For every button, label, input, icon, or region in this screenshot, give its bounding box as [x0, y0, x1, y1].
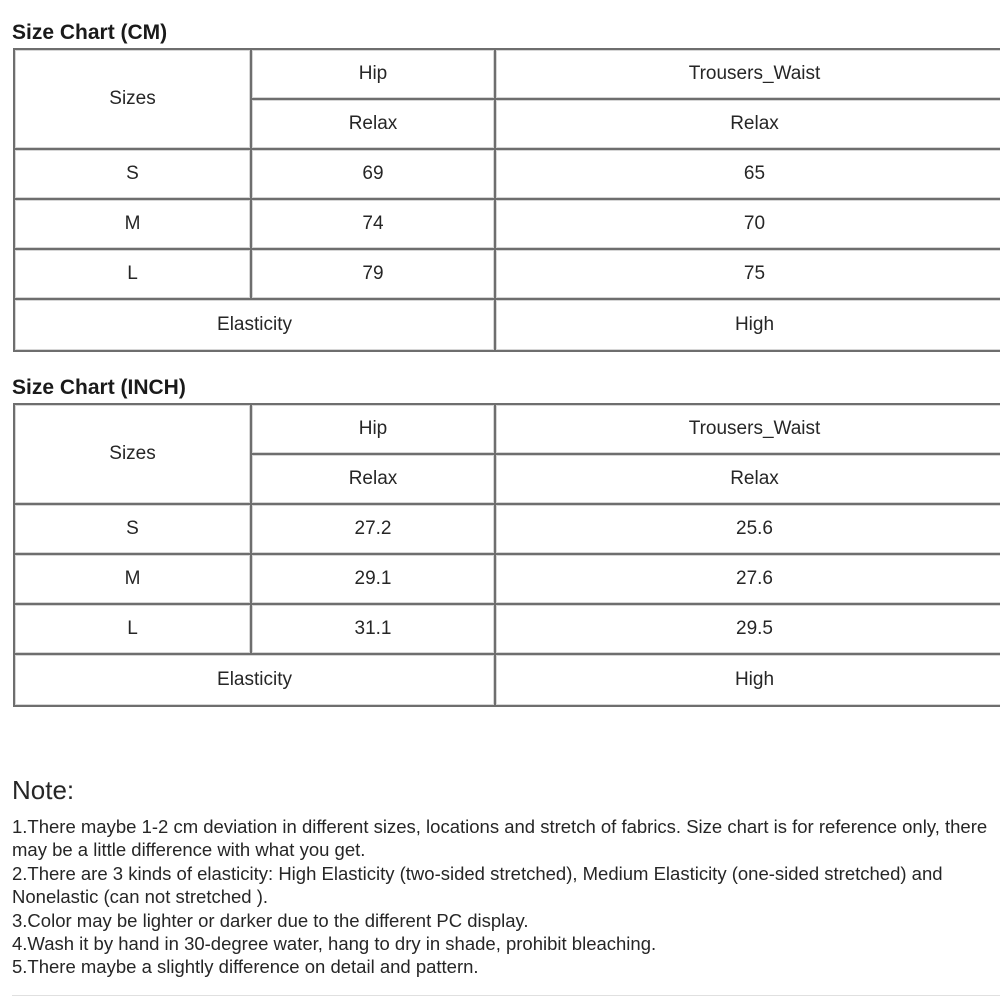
elasticity-row [15, 300, 1000, 350]
waist-value-cell: 29.5 [496, 605, 1000, 655]
table-row [15, 200, 1000, 250]
inch-chart-title: Size Chart (INCH) [12, 376, 186, 399]
hip-value-cell: 74 [252, 200, 496, 250]
waist-header-cell: Trousers_Waist [496, 405, 1000, 455]
hip-value-cell: 79 [252, 250, 496, 300]
size-cell: M [15, 200, 252, 250]
waist-header-cell: Trousers_Waist [496, 50, 1000, 100]
table-row [15, 250, 1000, 300]
table-row [15, 505, 1000, 555]
waist-subheader-cell: Relax [496, 100, 1000, 150]
hip-header-cell: Hip [252, 405, 496, 455]
table-row [15, 605, 1000, 655]
table-header-row [15, 405, 1000, 455]
elasticity-value-cell: High [496, 655, 1000, 705]
size-cell: L [15, 250, 252, 300]
sizes-header-cell: Sizes [15, 50, 252, 150]
waist-value-cell: 70 [496, 200, 1000, 250]
size-cell: M [15, 555, 252, 605]
note-item: 1.There maybe 1-2 cm deviation in different sizes, locations and stretch of fabrics. Size chart is for reference only, there may be a little difference with what you get. [12, 816, 988, 861]
cm-size-table [13, 48, 1000, 352]
hip-value-cell: 27.2 [252, 505, 496, 555]
hip-value-cell: 29.1 [252, 555, 496, 605]
note-heading: Note: [12, 775, 75, 805]
notes-list [12, 815, 1000, 979]
note-item: 2.There are 3 kinds of elasticity: High Elasticity (two-sided stretched), Medium Elasticity (one-sided stretched) and Nonelastic (can not stretched ). [12, 862, 943, 908]
note-item: 5.There maybe a slightly difference on detail and pattern. [12, 956, 479, 978]
elasticity-value-cell: High [496, 300, 1000, 350]
table-header-row [15, 50, 1000, 100]
hip-value-cell: 31.1 [252, 605, 496, 655]
hip-header-cell: Hip [252, 50, 496, 100]
table-row [15, 150, 1000, 200]
inch-size-table [13, 403, 1000, 707]
hip-subheader-cell: Relax [252, 100, 496, 150]
elasticity-label-cell: Elasticity [15, 655, 496, 705]
size-cell: S [15, 150, 252, 200]
elasticity-label-cell: Elasticity [15, 300, 496, 350]
cm-chart-title: Size Chart (CM) [12, 21, 168, 44]
waist-value-cell: 25.6 [496, 505, 1000, 555]
waist-subheader-cell: Relax [496, 455, 1000, 505]
hip-subheader-cell: Relax [252, 455, 496, 505]
waist-value-cell: 65 [496, 150, 1000, 200]
sizes-header-cell: Sizes [15, 405, 252, 505]
elasticity-row [15, 655, 1000, 705]
size-cell: L [15, 605, 252, 655]
waist-value-cell: 27.6 [496, 555, 1000, 605]
waist-value-cell: 75 [496, 250, 1000, 300]
bottom-divider [12, 995, 1000, 996]
size-cell: S [15, 505, 252, 555]
note-item: 4.Wash it by hand in 30-degree water, hang to dry in shade, prohibit bleaching. [12, 933, 657, 955]
table-row [15, 555, 1000, 605]
note-item: 3.Color may be lighter or darker due to the different PC display. [12, 909, 529, 931]
hip-value-cell: 69 [252, 150, 496, 200]
